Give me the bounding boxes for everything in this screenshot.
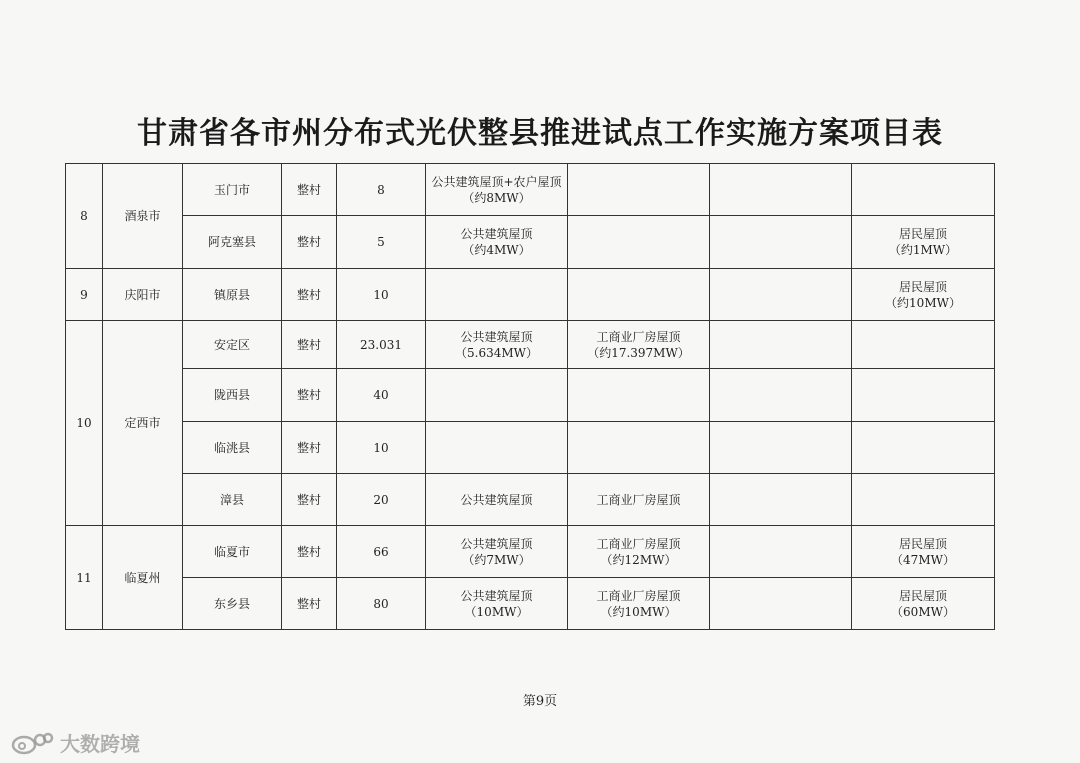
cell-line: 公共建筑屋顶	[460, 588, 533, 603]
rooftop-c1-cell	[426, 369, 568, 422]
rooftop-c4-cell	[852, 474, 995, 526]
city-cell: 庆阳市	[103, 269, 183, 321]
cell-line: 公共建筑屋顶	[460, 492, 533, 507]
capacity-cell: 10	[337, 422, 426, 474]
type-cell: 整村	[282, 369, 337, 422]
rooftop-c2-cell	[568, 321, 710, 369]
county-cell: 阿克塞县	[183, 216, 282, 269]
table-body	[66, 164, 995, 630]
table-row	[66, 269, 995, 321]
rooftop-c2-cell	[568, 474, 710, 526]
capacity-cell: 5	[337, 216, 426, 269]
cell-line: （5.634MW）	[455, 345, 538, 360]
cell-line: （47MW）	[891, 552, 955, 567]
table-row	[66, 164, 995, 216]
rooftop-c4-cell	[852, 422, 995, 474]
rooftop-c3-cell	[710, 474, 852, 526]
type-cell: 整村	[282, 321, 337, 369]
cell-line: 公共建筑屋顶	[460, 329, 533, 344]
cell-line: （约7MW）	[462, 552, 531, 567]
capacity-cell: 80	[337, 578, 426, 630]
cell-line: 公共建筑屋顶+农户屋顶	[431, 174, 562, 189]
table-row	[66, 474, 995, 526]
rooftop-c3-cell	[710, 578, 852, 630]
type-cell: 整村	[282, 216, 337, 269]
cell-line: 公共建筑屋顶	[460, 536, 533, 551]
watermark	[10, 728, 140, 757]
city-cell: 定西市	[103, 321, 183, 526]
cell-line: 工商业厂房屋顶	[596, 492, 681, 507]
type-cell: 整村	[282, 422, 337, 474]
rooftop-c3-cell	[710, 321, 852, 369]
page-title: 甘肃省各市州分布式光伏整县推进试点工作实施方案项目表	[137, 116, 943, 151]
serial-number-cell: 8	[66, 164, 103, 269]
cell-line: 公共建筑屋顶	[460, 227, 533, 241]
county-cell: 玉门市	[183, 164, 282, 216]
cell-line: 居民屋顶	[898, 227, 947, 241]
table-row	[66, 578, 995, 630]
project-table	[65, 163, 995, 630]
cell-line: （约1MW）	[888, 243, 958, 257]
county-cell: 陇西县	[183, 369, 282, 422]
rooftop-c2-cell	[568, 164, 710, 216]
table-row	[66, 369, 995, 422]
rooftop-c1-cell	[426, 578, 568, 630]
rooftop-c4-cell	[852, 321, 995, 369]
rooftop-c2-cell	[568, 369, 710, 422]
rooftop-c1-cell	[426, 269, 568, 321]
type-cell: 整村	[282, 269, 337, 321]
rooftop-c1-cell	[426, 321, 568, 369]
watermark-text: 大数跨境	[60, 732, 140, 756]
county-cell: 临夏市	[183, 526, 282, 578]
rooftop-c3-cell	[710, 369, 852, 422]
rooftop-c1-cell	[426, 526, 568, 578]
cell-line: （10MW）	[464, 604, 529, 619]
type-cell: 整村	[282, 164, 337, 216]
cell-line: 居民屋顶	[898, 279, 947, 294]
table-row	[66, 526, 995, 578]
rooftop-c2-cell	[568, 422, 710, 474]
county-cell: 安定区	[183, 321, 282, 369]
table-row	[66, 422, 995, 474]
cell-line: （约12MW）	[600, 552, 677, 567]
rooftop-c1-cell	[426, 422, 568, 474]
rooftop-c4-cell	[852, 369, 995, 422]
capacity-cell: 20	[337, 474, 426, 526]
rooftop-c2-cell	[568, 578, 710, 630]
cell-line: （约4MW）	[462, 243, 531, 257]
type-cell: 整村	[282, 474, 337, 526]
capacity-cell: 8	[337, 164, 426, 216]
cell-line: （60MW）	[891, 604, 955, 619]
capacity-cell: 40	[337, 369, 426, 422]
rooftop-c4-cell	[852, 578, 995, 630]
cell-line: 工商业厂房屋顶	[596, 329, 681, 344]
rooftop-c1-cell	[426, 216, 568, 269]
cell-line: （约8MW）	[462, 190, 531, 205]
county-cell: 漳县	[183, 474, 282, 526]
rooftop-c4-cell	[852, 269, 995, 321]
rooftop-c3-cell	[710, 164, 852, 216]
serial-number-cell: 11	[66, 526, 103, 630]
cell-line: （约10MW）	[885, 295, 961, 310]
capacity-cell: 23.031	[337, 321, 426, 369]
table-row	[66, 321, 995, 369]
rooftop-c3-cell	[710, 269, 852, 321]
rooftop-c3-cell	[710, 216, 852, 269]
county-cell: 镇原县	[183, 269, 282, 321]
rooftop-c2-cell	[568, 526, 710, 578]
city-cell: 酒泉市	[103, 164, 183, 269]
cell-line: 居民屋顶	[898, 588, 947, 603]
city-cell: 临夏州	[103, 526, 183, 630]
rooftop-c1-cell	[426, 474, 568, 526]
cell-line: 居民屋顶	[898, 536, 947, 551]
county-cell: 临洮县	[183, 422, 282, 474]
rooftop-c4-cell	[852, 216, 995, 269]
county-cell: 东乡县	[183, 578, 282, 630]
cell-line: 工商业厂房屋顶	[596, 536, 681, 551]
capacity-cell: 66	[337, 526, 426, 578]
rooftop-c3-cell	[710, 422, 852, 474]
serial-number-cell: 10	[66, 321, 103, 526]
cell-line: （约10MW）	[600, 604, 677, 619]
serial-number-cell: 9	[66, 269, 103, 321]
type-cell: 整村	[282, 578, 337, 630]
rooftop-c4-cell	[852, 164, 995, 216]
rooftop-c2-cell	[568, 216, 710, 269]
page-number: 第9页	[522, 694, 558, 709]
weibo-logo-icon	[10, 730, 54, 756]
rooftop-c2-cell	[568, 269, 710, 321]
type-cell: 整村	[282, 526, 337, 578]
capacity-cell: 10	[337, 269, 426, 321]
rooftop-c3-cell	[710, 526, 852, 578]
cell-line: 工商业厂房屋顶	[596, 588, 681, 603]
rooftop-c4-cell	[852, 526, 995, 578]
rooftop-c1-cell	[426, 164, 568, 216]
cell-line: （约17.397MW）	[587, 345, 690, 360]
table-row	[66, 216, 995, 269]
